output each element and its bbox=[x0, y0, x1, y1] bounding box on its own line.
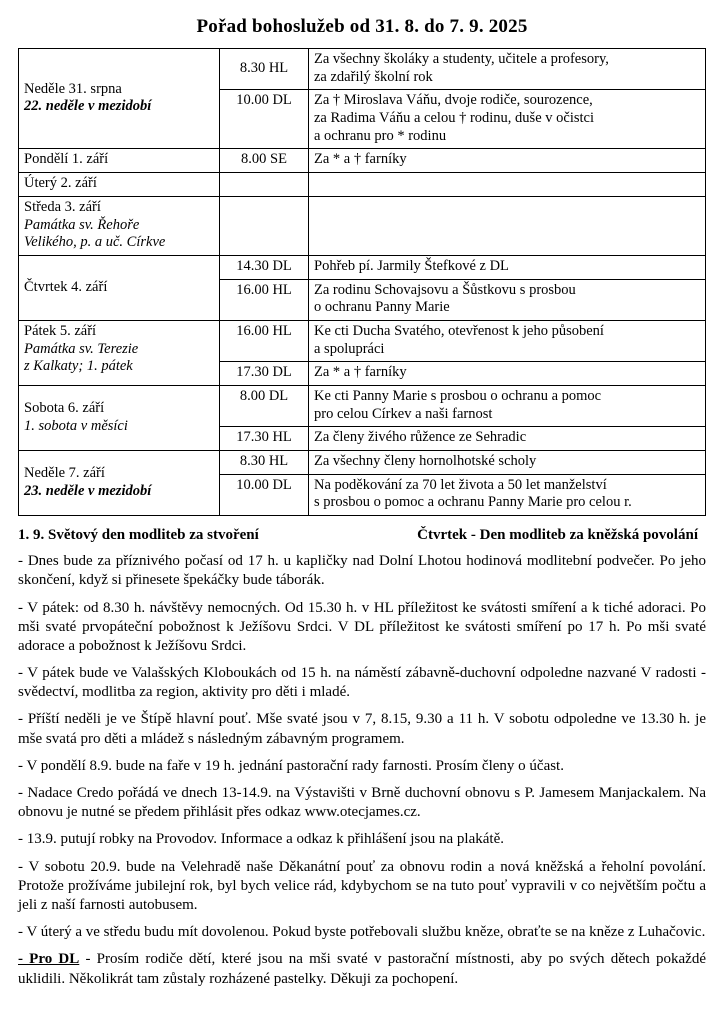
table-row bbox=[19, 149, 706, 173]
intention-line: s prosbou o pomoc a ochranu Panny Marie pro celou r. bbox=[314, 494, 632, 511]
announcement-paragraph: - Nadace Credo pořádá ve dnech 13-14.9. na Výstavišti v Brně duchovní obnovu s P. Jamesem Manjackalem. Na obnovu je nutné se předem přihlásit přes odkaz www.otecjames.cz. bbox=[18, 785, 706, 821]
schedule-body bbox=[19, 49, 706, 516]
announcement-paragraph: - V pátek: od 8.30 h. návštěvy nemocných. Od 15.30 h. v HL příležitost ke svátosti smíření a k tiché adoraci. Po mši svaté prvopáteční pobožnost k Ježíšovu Srdci. V DL příležitost ke svátosti smíření po 17 h. Po mši svaté adorace a pobožnost k Ježíšovu Srdci. bbox=[18, 599, 706, 654]
heading-right: Čtvrtek - Den modliteb za kněžská povolání bbox=[417, 527, 698, 544]
intention-cell bbox=[309, 474, 706, 515]
day-cell bbox=[19, 196, 220, 255]
heading-left: 1. 9. Světový den modliteb za stvoření bbox=[18, 527, 259, 544]
day-label: Středa 3. září bbox=[24, 198, 101, 215]
day-sublabel: Památka sv. Řehoře bbox=[24, 216, 140, 233]
day-cell bbox=[19, 255, 220, 320]
intention-line: Za * a † farníky bbox=[314, 364, 407, 381]
time-cell: 17.30 HL bbox=[220, 427, 309, 451]
day-label: Pondělí 1. září bbox=[24, 151, 109, 168]
page-title: Pořad bohoslužeb od 31. 8. do 7. 9. 2025 bbox=[196, 16, 528, 37]
day-cell bbox=[19, 173, 220, 197]
time-cell: 10.00 DL bbox=[220, 90, 309, 149]
intention-line: Za rodinu Schovajsovu a Šůstkovu s prosbou bbox=[314, 281, 576, 298]
intention-line: a spolupráci bbox=[314, 340, 385, 357]
paragraph-prefix: - Pro DL bbox=[18, 951, 80, 968]
day-sublabel: Památka sv. Terezie bbox=[24, 340, 139, 357]
intention-line: a ochranu pro * rodinu bbox=[314, 127, 447, 144]
intention-cell bbox=[309, 362, 706, 386]
intention-cell bbox=[309, 149, 706, 173]
table-row bbox=[19, 386, 706, 427]
day-cell bbox=[19, 451, 220, 516]
intention-line: Pohřeb pí. Jarmily Štefkové z DL bbox=[314, 257, 509, 274]
intention-line: Ke cti Panny Marie s prosbou o ochranu a pomoc bbox=[314, 388, 602, 404]
intention-line: Na poděkování za 70 let života a 50 let manželství bbox=[314, 476, 607, 493]
time-cell: 16.00 HL bbox=[220, 320, 309, 361]
time-cell bbox=[220, 196, 309, 255]
announcements-section bbox=[18, 527, 706, 989]
intention-line: Za všechny školáky a studenty, učitele a profesory, bbox=[314, 51, 609, 67]
intention-cell bbox=[309, 255, 706, 279]
time-cell: 17.30 DL bbox=[220, 362, 309, 386]
day-label: Neděle 7. září bbox=[24, 464, 105, 481]
table-row bbox=[19, 49, 706, 90]
intention-line: o ochranu Panny Marie bbox=[314, 299, 450, 316]
intention-line: Za † Miroslava Váňu, dvoje rodiče, sourozence, bbox=[314, 92, 593, 109]
intention-cell bbox=[309, 196, 706, 255]
table-row bbox=[19, 451, 706, 475]
intention-line: Za * a † farníky bbox=[314, 151, 407, 168]
announcement-paragraph-final bbox=[18, 950, 706, 988]
paragraph-rest: - Prosím rodiče dětí, které jsou na mši svaté v pastorační místnosti, aby po svých dětech pokaždé uklidili. Několikrát tam zůstaly rozházené pastelky. Děkuji za pochopení. bbox=[18, 951, 706, 987]
time-cell: 14.30 DL bbox=[220, 255, 309, 279]
day-label: Úterý 2. září bbox=[24, 175, 97, 192]
table-row bbox=[19, 255, 706, 279]
table-row bbox=[19, 173, 706, 197]
service-schedule-table bbox=[18, 48, 706, 516]
announcement-paragraph: - Příští neděli je ve Štípě hlavní pouť. Mše svaté jsou v 7, 8.15, 9.30 a 11 h. V sobotu odpoledne ve 13.30 h. je mše svatá pro děti a mládež s následným zábavným programem. bbox=[18, 711, 706, 747]
announcement-paragraph: - V pondělí 8.9. bude na faře v 19 h. jednání pastorační rady farnosti. Prosím členy o účast. bbox=[18, 757, 564, 774]
day-sublabel: 23. neděle v mezidobí bbox=[24, 482, 152, 499]
day-label: Pátek 5. září bbox=[24, 322, 97, 339]
time-cell bbox=[220, 173, 309, 197]
time-cell: 16.00 HL bbox=[220, 279, 309, 320]
intention-cell bbox=[309, 49, 706, 90]
day-label: Neděle 31. srpna bbox=[24, 80, 122, 97]
day-cell bbox=[19, 386, 220, 451]
time-cell: 8.30 HL bbox=[220, 49, 309, 90]
day-label: Čtvrtek 4. září bbox=[24, 278, 108, 295]
day-label: Sobota 6. září bbox=[24, 399, 105, 416]
table-row bbox=[19, 196, 706, 255]
announcement-paragraph: - V pátek bude ve Valašských Kloboukách od 15 h. na náměstí zábavně-duchovní odpoledne nazvané V radosti - svědectví, modlitba za region, aktivity pro děti i mladé. bbox=[18, 665, 706, 701]
day-cell bbox=[19, 49, 220, 149]
day-cell bbox=[19, 149, 220, 173]
time-cell: 10.00 DL bbox=[220, 474, 309, 515]
announcement-paragraph: - V sobotu 20.9. bude na Velehradě naše Děkanátní pouť za obnovu rodin a nová kněžská a řeholní povolání. Protože prožíváme jubilejní rok, byl bych velice rád, kdybychom se na tuto pouť vypravili v co největším počtu a jeli z naší farnosti autobusem. bbox=[18, 858, 706, 913]
announcement-paragraph: - 13.9. putují robky na Provodov. Informace a odkaz k přihlášení jsou na plakátě. bbox=[18, 831, 504, 848]
intention-line: za Radima Váňu a celou † rodinu, duše v očistci bbox=[314, 110, 594, 127]
day-sublabel: 22. neděle v mezidobí bbox=[24, 98, 152, 115]
intention-cell bbox=[309, 173, 706, 197]
time-cell: 8.00 DL bbox=[220, 386, 309, 427]
day-cell bbox=[19, 320, 220, 385]
day-sublabel-2: Velikého, p. a uč. Církve bbox=[24, 234, 166, 251]
intention-cell bbox=[309, 451, 706, 475]
intention-cell bbox=[309, 386, 706, 427]
announcements-heading bbox=[18, 527, 706, 544]
intention-cell bbox=[309, 427, 706, 451]
intention-cell bbox=[309, 90, 706, 149]
time-cell: 8.30 HL bbox=[220, 451, 309, 475]
time-cell: 8.00 SE bbox=[220, 149, 309, 173]
day-sublabel: 1. sobota v měsíci bbox=[24, 417, 128, 434]
intention-line: pro celou Církev a naši farnost bbox=[314, 405, 493, 422]
intention-line: Za členy živého růžence ze Sehradic bbox=[314, 429, 527, 446]
intention-line: Za všechny členy hornolhotské scholy bbox=[314, 453, 537, 470]
announcement-paragraph: - V úterý a ve středu budu mít dovolenou. Pokud byste potřebovali službu kněze, obraťte se na kněze z Luhačovic. bbox=[18, 924, 706, 941]
announcement-paragraph: - Dnes bude za příznivého počasí od 17 h. u kapličky nad Dolní Lhotou hodinová modlitební podvečer. Po jeho skončení, když si přinesete špekáčky bude táborák. bbox=[18, 553, 706, 589]
intention-line: Ke cti Ducha Svatého, otevřenost k jeho působení bbox=[314, 322, 604, 339]
day-sublabel-2: z Kalkaty; 1. pátek bbox=[24, 358, 133, 375]
intention-cell bbox=[309, 279, 706, 320]
intention-line: za zdařilý školní rok bbox=[314, 68, 433, 85]
table-row bbox=[19, 320, 706, 361]
intention-cell bbox=[309, 320, 706, 361]
